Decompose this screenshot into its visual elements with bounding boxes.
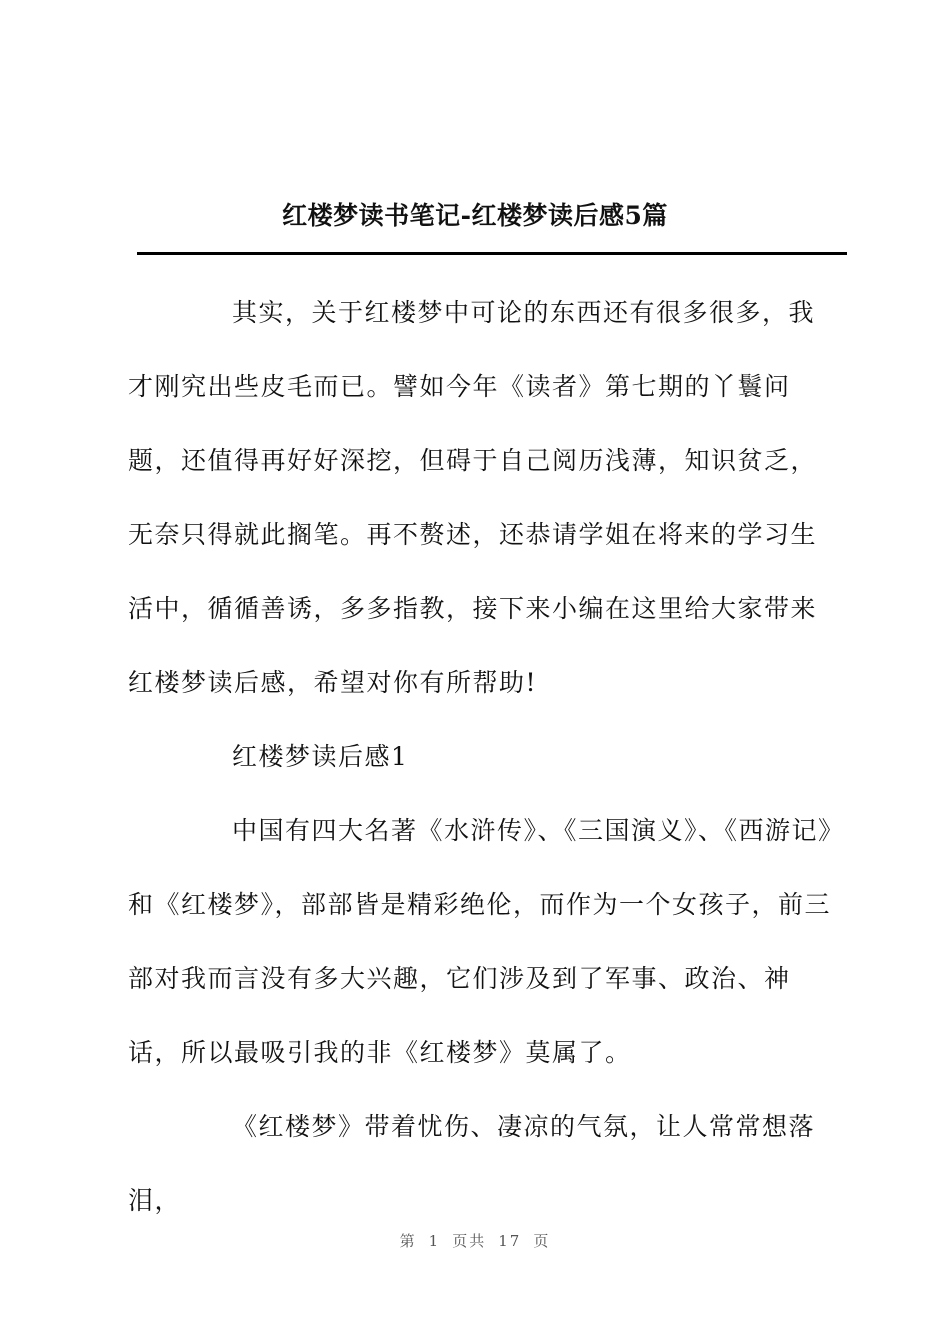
footer-suffix: 页 [533,1232,551,1250]
footer-total-pages: 17 [498,1232,522,1250]
paragraph-mood: 《红楼梦》带着忧伤、凄凉的气氛，让人常常想落泪， [128,1112,816,1215]
paragraph-four-classics: 中国有四大名著《水浒传》、《三国演义》、《西游记》和《红楼梦》，部部皆是精彩绝伦，而作为一个女孩子，前三部对我而言没有多大兴趣，它们涉及到了军事、政治、神话，所以最吸引我的非《红楼梦》莫属了。 [128,816,833,1067]
document-body [128,276,840,1238]
page-footer [0,1230,950,1251]
section-heading: 红楼梦读后感1 [232,742,409,771]
footer-mid: 页共 [452,1232,487,1250]
footer-prefix: 第 [399,1232,417,1250]
footer-page-number: 1 [428,1232,441,1250]
title-divider [137,252,847,255]
paragraph-intro: 其实，关于红楼梦中可论的东西还有很多很多，我才刚究出些皮毛而已。譬如今年《读者》第七期的丫鬟问题，还值得再好好深挖，但碍于自己阅历浅薄，知识贫乏，无奈只得就此搁笔。再不赘述，还恭请学姐在将来的学习生活中，循循善诱，多多指教，接下来小编在这里给大家带来红楼梦读后感，希望对你有所帮助! [128,298,818,697]
page-title: 红楼梦读书笔记-红楼梦读后感5篇 [282,201,668,230]
